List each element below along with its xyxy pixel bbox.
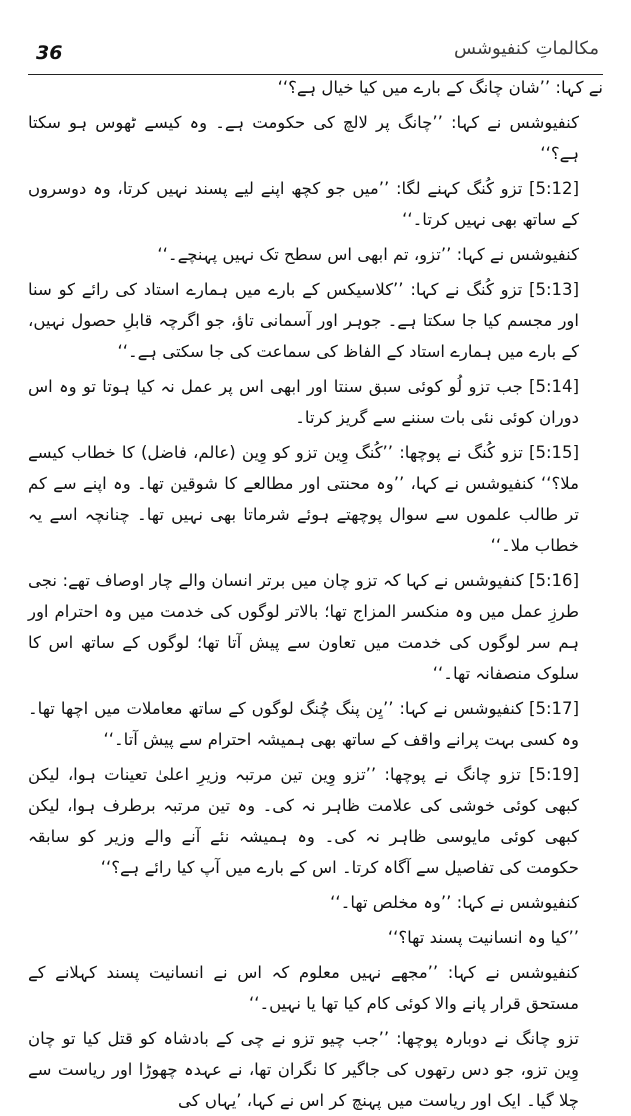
paragraph: [5:15] تزو کُنگ نے پوچھا: ’’کُنگ وِین تزو کو وِین (عالم، فاضل) کا خطاب کیسے ملا؟‘‘ کنفیوشس نے کہا، ’’وہ محنتی اور مطالعے کا شوقین تھا۔ وہ اپنے سے کم تر طالب علموں سے سوال پوچھتے ہوئے شرماتا بھی نہیں تھا۔ چنانچہ اسے یہ خطاب ملا۔‘‘ xyxy=(28,443,579,555)
paragraph: ’’کیا وہ انسانیت پسند تھا؟‘‘ xyxy=(387,928,579,947)
paragraph: تزو چانگ نے دوبارہ پوچھا: ’’جب چیو تزو نے چی کے بادشاہ کو قتل کیا تو چان وِین تزو، جو دس رتھوں کی جاگیر کا نگران تھا، نے عہدہ چھوڑا اور ریاست سے چلا گیا۔ ایک اور ریاست میں پہنچ کر اس نے کہا، ’یہاں کی xyxy=(28,1029,579,1110)
paragraph: نے کہا: ’’شان چانگ کے بارے میں کیا خیال ہے؟‘‘ xyxy=(277,78,603,97)
paragraph: کنفیوشس نے کہا: ’’تزو، تم ابھی اس سطح تک نہیں پہنچے۔‘‘ xyxy=(157,245,579,264)
page-header xyxy=(28,38,603,74)
paragraph: [5:12] تزو کُنگ کہنے لگا: ’’میں جو کچھ اپنے لیے پسند نہیں کرتا، وہ دوسروں کے ساتھ بھی نہیں کرتا۔‘‘ xyxy=(28,179,579,229)
page-number: 36 xyxy=(36,42,63,64)
running-title: مکالماتِ کنفیوشس xyxy=(454,38,599,59)
paragraph: کنفیوشس نے کہا: ’’وہ مخلص تھا۔‘‘ xyxy=(330,893,579,912)
paragraph: کنفیوشس نے کہا: ’’چانگ پر لالچ کی حکومت ہے۔ وہ کیسے ٹھوس ہو سکتا ہے؟‘‘ xyxy=(28,113,579,163)
paragraph: کنفیوشس نے کہا: ’’مجھے نہیں معلوم کہ اس نے انسانیت پسند کہلانے کے مستحق قرار پانے والا کوئی کام کیا تھا یا نہیں۔‘‘ xyxy=(28,963,579,1013)
page-body xyxy=(28,72,603,1116)
paragraph: [5:19] تزو چانگ نے پوچھا: ’’تزو وِین تین مرتبہ وزیرِ اعلیٰ تعینات ہوا، لیکن کبھی کوئی خوشی کی علامت ظاہر نہ کی۔ وہ تین مرتبہ برطرف ہوا، لیکن کبھی کوئی مایوسی ظاہر نہ کی۔ وہ ہمیشہ نئے آنے والے وزیر کو سابقہ حکومت کی تفاصیل سے آگاہ کرتا۔ اس کے بارے میں آپ کیا رائے ہے؟‘‘ xyxy=(28,765,579,877)
paragraph: [5:14] جب تزو لُو کوئی سبق سنتا اور ابھی اس پر عمل نہ کیا ہوتا تو وہ اس دوران کوئی نئی بات سننے سے گریز کرتا۔ xyxy=(28,377,579,427)
paragraph: [5:17] کنفیوشس نے کہا: ’’یِن پنگ چُنگ لوگوں کے ساتھ معاملات میں اچھا تھا۔ وہ کسی بہت پرانے واقف کے ساتھ بھی ہمیشہ احترام سے پیش آتا۔‘‘ xyxy=(28,699,579,749)
paragraph: [5:16] کنفیوشس نے کہا کہ تزو چان میں برتر انسان والے چار اوصاف تھے: نجی طرزِ عمل میں وہ منکسر المزاج تھا؛ بالاتر لوگوں کی خدمت میں وہ احترام اور ہم سر لوگوں کی خدمت میں تعاون سے پیش آتا تھا؛ لوگوں کے ساتھ اس کا سلوک منصفانہ تھا۔‘‘ xyxy=(28,571,579,683)
paragraph: [5:13] تزو کُنگ نے کہا: ’’کلاسیکس کے بارے میں ہمارے استاد کی رائے کو سنا اور مجسم کیا جا سکتا ہے۔ جوہر اور آسمانی تاؤ، جو اگرچہ قابلِ حصول نہیں، کے بارے میں ہمارے استاد کے الفاظ کی سماعت کی جا سکتی ہے۔‘‘ xyxy=(28,280,579,361)
